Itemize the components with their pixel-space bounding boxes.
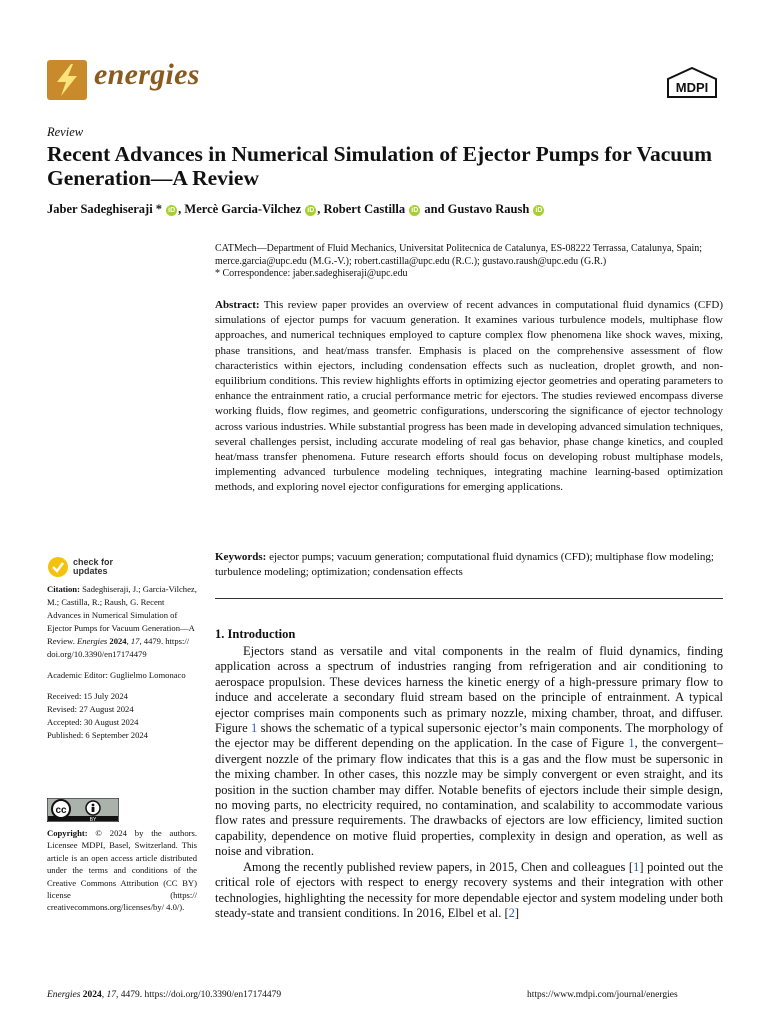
article-title: Recent Advances in Numerical Simulation of Ejector Pumps for Vacuum Generation—A Review	[47, 142, 713, 190]
divider	[215, 598, 723, 599]
footer-journal-url[interactable]: https://www.mdpi.com/journal/energies	[527, 990, 678, 1000]
orcid-icon[interactable]: iD	[535, 207, 543, 214]
check-updates-icon	[47, 556, 69, 578]
author-name[interactable]: Robert Castilla	[323, 202, 406, 216]
author-list	[47, 202, 545, 217]
corresponding-mark: *	[152, 202, 163, 216]
keywords-text: ejector pumps; vacuum generation; computational fluid dynamics (CFD); multiphase flow modeling; turbulence modeling; optimization; condensation effects	[215, 551, 714, 579]
keywords	[215, 550, 723, 580]
keywords-label: Keywords:	[215, 551, 267, 563]
paragraph: Among the recently published review papers, in 2015, Chen and colleagues [1] pointed out the critical role of ejectors with respect to energy recovery systems and their integration with other technologies, highlighting the necessity for more dependable ejector and system modeling under both steady-state and transient conditions. In 2016, Elbel et al. [2]	[215, 859, 723, 920]
copyright-label: Copyright:	[47, 828, 88, 838]
author-separator: and	[421, 202, 448, 216]
author-separator: ,	[317, 202, 324, 216]
paragraph: Ejectors stand as versatile and vital components in the realm of fluid dynamics, finding application across a spectrum of industries ranging from refrigeration and air conditioning to aerospace propulsion. These devices harness the kinetic energy of a high-pressure primary flow to induce and accelerate a secondary fluid stream based on the principle of entrainment. A typical ejector comprises main components such as primary nozzle, mixing chamber, throat, and diffuser. Figure 1 shows the schematic of a typical supersonic ejector’s main components. The morphology of the ejector may be different depending on the application. In the case of Figure 1, the convergent–divergent nozzle of the primary flow indicates that this is a gas and the flow must be supersonic in the mixing chamber. In other cases, this nozzle may be simply convergent or even straight, and its position in the suction chamber may differ. Notable benefits of ejectors include their simple design, no moving parts, no electricity required, no contamination, and scalability to accommodate various flow rates and pressure requirements. The drawbacks of ejectors are low efficiency, limited suction capability, dependence on motive fluid properties, complexity in design and operation, as well as noise and vibration.	[215, 644, 724, 859]
date-revised: Revised: 27 August 2024	[47, 704, 134, 714]
footer-volume: 17	[106, 990, 117, 1000]
publisher-name: MDPI	[675, 80, 709, 95]
date-published: Published: 6 September 2024	[47, 730, 148, 740]
orcid-icon[interactable]: iD	[307, 207, 315, 214]
author-name[interactable]: Gustavo Raush	[447, 202, 530, 216]
academic-editor	[47, 669, 197, 682]
cc-license-badge[interactable]	[47, 798, 119, 827]
citation-link[interactable]: 2	[508, 905, 515, 920]
author-name[interactable]: Jaber Sadeghiseraji	[47, 202, 153, 216]
date-received: Received: 15 July 2024	[47, 691, 128, 701]
citation-doi[interactable]: , 4479. https:// doi.org/10.3390/en17174479	[47, 636, 190, 659]
body-text	[215, 644, 723, 921]
citation-journal: Energies	[77, 636, 108, 646]
author-separator: ,	[178, 202, 185, 216]
citation-label: Citation:	[47, 584, 80, 594]
editor-name: Guglielmo Lomonaco	[110, 670, 186, 680]
citation-link[interactable]: 1	[633, 859, 640, 874]
sidebar	[47, 583, 197, 742]
cc-label: cc	[55, 805, 67, 816]
section-heading: 1. Introduction	[215, 627, 296, 641]
abstract	[215, 298, 723, 496]
check-updates-line1: check for	[73, 557, 114, 567]
dates	[47, 690, 197, 742]
figure-link[interactable]: 1	[628, 736, 635, 751]
footer-year: 2024	[82, 990, 102, 1000]
date-accepted: Accepted: 30 August 2024	[47, 717, 139, 727]
affiliation: CATMech—Department of Fluid Mechanics, Universitat Politecnica de Catalunya, ES-08222 Terrassa, Catalunya, Spain; merce.garcia@upc.edu (M.G.-V.); robert.castilla@upc.edu (R.C.); gustavo.raush@upc.edu (G.R.)	[215, 243, 703, 268]
correspondence: * Correspondence: jaber.sadeghiseraji@upc.edu	[215, 268, 408, 279]
by-label: BY	[89, 817, 97, 822]
abstract-text: This review paper provides an overview of recent advances in computational fluid dynamics (CFD) simulations of ejector pumps for vacuum generation. It examines various turbulence models, multiphase flow approaches, and numerical techniques employed to capture complex flow phenomena like shock waves, mixing, phase transitions, and heat/mass transfer. Emphasis is placed on the comprehensive assessment of flow characteristics within ejectors, including condensation effects such as nucleation, droplet growth, and non-equilibrium conditions. This review highlights efforts in optimizing ejector geometries and operating parameters to enhance the entrainment ratio, a crucial performance metric for ejectors. The studies reviewed encompass diverse working fluids, flow regimes, and geometric configurations, underscoring the significance of ejector technology across various industries. While substantial progress has been made in developing advanced simulation techniques, several challenges persist, including accurate modeling of real gas behavior, phase change kinetics, and coupled heat/mass transfer phenomena. Future research efforts should focus on developing robust multiphase models, implementing advanced turbulence modeling techniques, integrating machine learning-based optimization methods, and exploring novel ejector configurations for emerging applications.	[215, 299, 723, 494]
footer-citation: Energies 2024, 17, 4479. https://doi.org/10.3390/en17174479	[47, 990, 282, 1000]
footer-journal: Energies	[47, 990, 81, 1000]
citation-text: Sadeghiseraji, J.; Garcia-Vilchez, M.; Castilla, R.; Raush, G. Recent Advances in Numerical Simulation of Ejector Pumps for Vacuum Generation—A Review.	[47, 584, 197, 646]
author-name[interactable]: Mercè Garcia-Vilchez	[184, 202, 302, 216]
journal-name: energies	[94, 58, 200, 91]
citation-year: 2024	[109, 636, 127, 646]
figure-link[interactable]: 1	[251, 721, 258, 736]
orcid-icon[interactable]: iD	[411, 207, 419, 214]
copyright-text: © 2024 by the authors. Licensee MDPI, Basel, Switzerland. This article is an open access article distributed under the terms and conditions of the Creative Commons Attribution (CC BY) license (https:// creativecommons.org/licenses/by/ 4.0/).	[47, 828, 197, 913]
citation: Citation: Sadeghiseraji, J.; Garcia-Vilchez, M.; Castilla, R.; Raush, G. Recent Advances in Numerical Simulation of Ejector Pumps for Vacuum Generation—A Review. Energies 2024, 17, 4479. https:// doi.org/10.3390/en17174479	[47, 584, 197, 659]
journal-logo-icon	[47, 60, 87, 100]
editor-label: Academic Editor:	[47, 670, 108, 680]
check-updates-line2: updates	[73, 566, 108, 576]
article-type: Review	[47, 125, 84, 139]
abstract-label: Abstract:	[215, 299, 260, 311]
check-for-updates-button[interactable]	[47, 556, 113, 578]
copyright	[47, 827, 197, 914]
citation-volume: 17	[130, 636, 140, 646]
orcid-icon[interactable]: iD	[168, 207, 176, 214]
footer-doi[interactable]: , 4479. https://doi.org/10.3390/en17174479	[116, 990, 282, 1000]
mdpi-logo-icon	[666, 67, 718, 101]
